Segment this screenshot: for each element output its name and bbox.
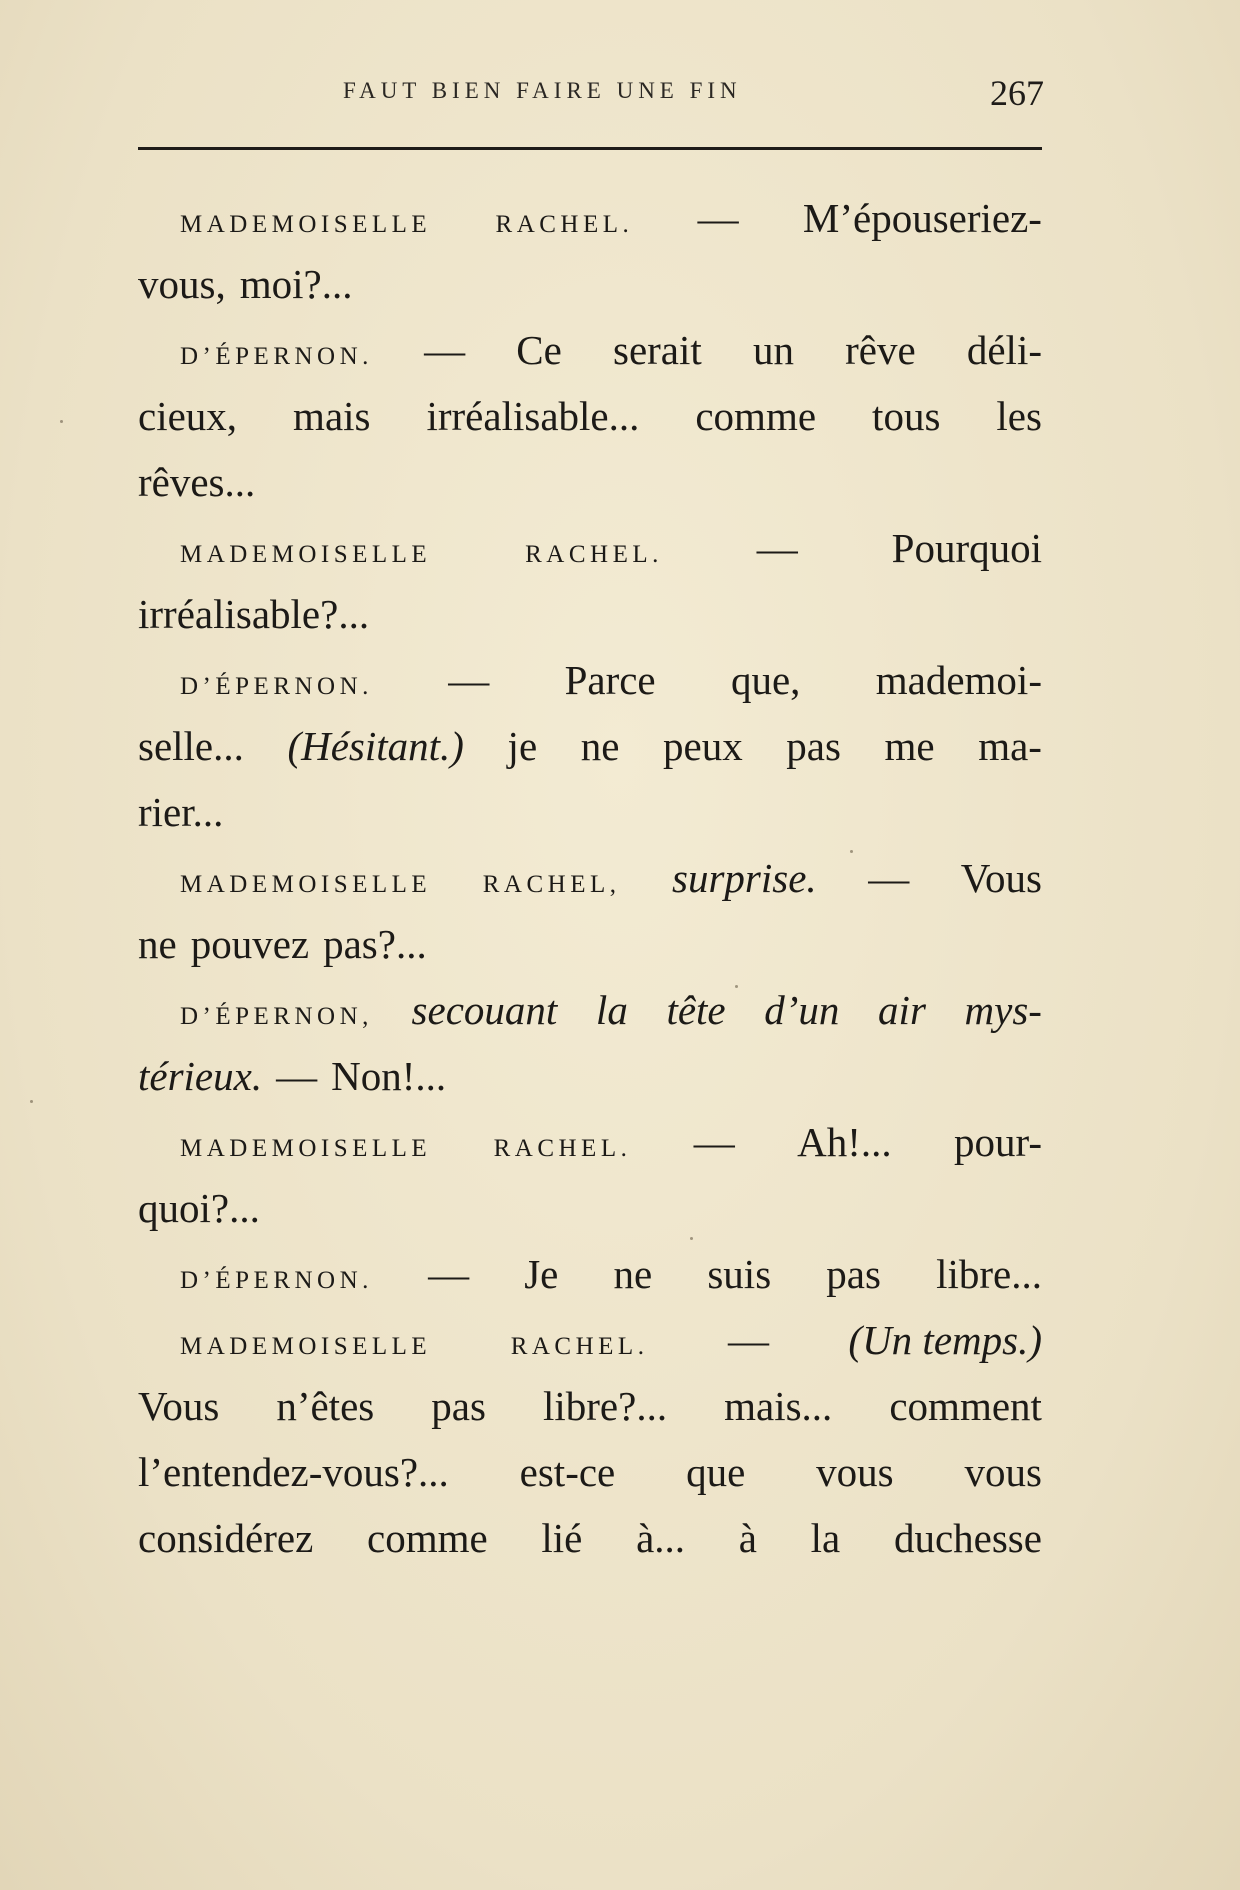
word: —: [727, 1317, 769, 1363]
word: vous,: [138, 261, 226, 307]
text-line: [138, 383, 1042, 449]
word: rêves...: [138, 459, 256, 505]
word: me: [884, 723, 935, 769]
word: ne: [613, 1251, 653, 1297]
word: à: [738, 1515, 757, 1561]
running-title: FAUT BIEN FAIRE UNE FIN: [343, 78, 742, 103]
word: selle...: [138, 723, 244, 769]
speaker-name: RACHEL.: [493, 1135, 632, 1162]
speaker-name: RACHEL.: [495, 211, 634, 238]
text-line: [138, 1505, 1042, 1571]
word: n’êtes: [276, 1383, 375, 1429]
speaker-name: RACHEL,: [482, 871, 621, 898]
word: —: [424, 327, 466, 373]
word: libre?...: [542, 1383, 668, 1429]
word: —: [428, 1251, 470, 1297]
word: libre...: [936, 1251, 1042, 1297]
speaker-name: D’ÉPERNON.: [180, 343, 373, 370]
speaker-name: RACHEL.: [525, 541, 663, 568]
word: moi?...: [239, 261, 353, 307]
word: rier...: [138, 789, 224, 835]
word: —: [693, 1119, 735, 1165]
word: pour-: [953, 1119, 1042, 1165]
text-line: [138, 647, 1042, 713]
word: Je: [524, 1251, 559, 1297]
word: comme: [695, 393, 817, 439]
word: Ah!...: [797, 1119, 892, 1165]
word: comme: [367, 1515, 488, 1561]
word: rêve: [845, 327, 916, 373]
word: duchesse: [893, 1515, 1042, 1561]
word: irréalisable...: [426, 393, 640, 439]
word: —: [756, 525, 798, 571]
stage-direction: tête: [666, 987, 726, 1033]
word: Parce: [564, 657, 656, 703]
word: pas?...: [323, 921, 427, 967]
word: —: [448, 657, 490, 703]
text-line: [138, 713, 1042, 779]
paper-speck: [60, 420, 63, 423]
stage-direction: (Un temps.): [848, 1317, 1042, 1363]
stage-direction: mys-: [964, 987, 1042, 1033]
word: que,: [730, 657, 801, 703]
text-line: [138, 1109, 1042, 1175]
word: irréalisable?...: [138, 591, 370, 637]
word: lié: [541, 1515, 583, 1561]
word: ne: [580, 723, 620, 769]
stage-direction: d’un: [764, 987, 840, 1033]
paper-speck: [30, 1100, 33, 1103]
speaker-name: RACHEL.: [510, 1333, 649, 1360]
paper-speck: [735, 985, 738, 988]
word: à...: [636, 1515, 686, 1561]
speaker-name: MADEMOISELLE: [180, 1135, 432, 1162]
text-line: [138, 779, 1042, 845]
word: Vous: [960, 855, 1042, 901]
stage-direction: (Hésitant.): [287, 723, 464, 769]
speaker-name: D’ÉPERNON,: [180, 1003, 373, 1030]
word: comment: [889, 1383, 1042, 1429]
word: vous: [816, 1449, 894, 1495]
word: que: [686, 1449, 746, 1495]
stage-direction: surprise.: [672, 855, 817, 901]
text-line: [138, 977, 1042, 1043]
word: tous: [872, 393, 941, 439]
text-line: [138, 1373, 1042, 1439]
text-line: [138, 1241, 1042, 1307]
stage-direction: air: [878, 987, 926, 1033]
word: mais...: [724, 1383, 833, 1429]
word: pas: [431, 1383, 486, 1429]
text-line: [138, 185, 1042, 251]
word: vous: [964, 1449, 1042, 1495]
text-line: [138, 845, 1042, 911]
text-line: [138, 911, 1042, 977]
word: est-ce: [519, 1449, 616, 1495]
paper-speck: [850, 850, 853, 853]
running-head: [138, 72, 1044, 112]
speaker-name: MADEMOISELLE: [180, 211, 432, 238]
word: —: [697, 195, 739, 241]
word: pas: [826, 1251, 881, 1297]
word: considérez: [138, 1515, 314, 1561]
word: —: [276, 1053, 318, 1099]
word: pouvez: [190, 921, 310, 967]
word: déli-: [966, 327, 1042, 373]
word: je: [507, 723, 538, 769]
word: Ce: [516, 327, 562, 373]
word: un: [752, 327, 794, 373]
word: peux: [663, 723, 743, 769]
word: l’entendez-vous?...: [138, 1449, 449, 1495]
speaker-name: D’ÉPERNON.: [180, 1267, 373, 1294]
word: Vous: [138, 1383, 220, 1429]
paper-speck: [690, 1237, 693, 1240]
word: M’épouseriez-: [802, 195, 1042, 241]
word: —: [868, 855, 910, 901]
text-line: [138, 515, 1042, 581]
word: Pourquoi: [891, 525, 1042, 571]
word: quoi?...: [138, 1185, 260, 1231]
word: cieux,: [138, 393, 238, 439]
speaker-name: D’ÉPERNON.: [180, 673, 373, 700]
text-line: [138, 1043, 1042, 1109]
text-line: [138, 1439, 1042, 1505]
text-line: [138, 581, 1042, 647]
word: serait: [612, 327, 702, 373]
text-line: [138, 1175, 1042, 1241]
header-rule: [138, 147, 1042, 150]
word: ne: [138, 921, 177, 967]
stage-direction: térieux.: [138, 1053, 263, 1099]
text-line: [138, 449, 1042, 515]
word: la: [810, 1515, 841, 1561]
stage-direction: secouant: [411, 987, 558, 1033]
text-line: [138, 317, 1042, 383]
stage-direction: la: [595, 987, 628, 1033]
word: suis: [707, 1251, 772, 1297]
speaker-name: MADEMOISELLE: [180, 871, 432, 898]
speaker-name: MADEMOISELLE: [180, 541, 432, 568]
word: mais: [293, 393, 371, 439]
word: mademoi-: [875, 657, 1042, 703]
word: les: [996, 393, 1042, 439]
text-line: [138, 251, 1042, 317]
speaker-name: MADEMOISELLE: [180, 1333, 432, 1360]
page-number: 267: [990, 73, 1044, 113]
word: Non!...: [331, 1053, 447, 1099]
dialogue-text: [138, 185, 1042, 1571]
text-line: [138, 1307, 1042, 1373]
word: ma-: [978, 723, 1042, 769]
word: pas: [786, 723, 841, 769]
